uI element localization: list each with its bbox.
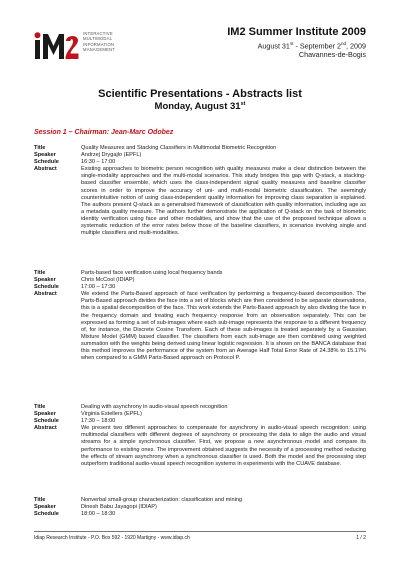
- talk-schedule: 17:00 – 17:30: [81, 284, 116, 291]
- talk-abstract-row: [34, 166, 366, 237]
- talk-schedule-row: [34, 511, 366, 518]
- talk-abstract-row: [34, 425, 366, 468]
- page-subtitle-text: Monday, August 31: [154, 101, 241, 113]
- talk-speaker: Andrzej Drygajlo (EPFL): [81, 152, 142, 159]
- talk-title-row: [34, 145, 366, 152]
- talk-schedule-row: [34, 284, 366, 291]
- talk-abstract: We extend the Parts-Based approach of face verification by performing a frequency-based decomposition. The Parts-Based approach divides the face into a set of blocks which are then considered to be separate observations, this is a spatial decomposition of the face. This work extends the Parts-Based approach by also dividing the face in the frequency domain and treating each frequency response from an observation separately. This can be expressed as forming a set of sub-images where each sub-image represents the response to a different frequency of, for instance, the Discrete Cosine Transform. Each of these sub-images is treated separately by a Gaussian Mixture Model (GMM) based classifier. The classifiers from each sub-image are then combined using weighted summation with the weights being derived using linear logistic regression. It is shown on the BANCA database that this method improves the performance of the system from an Average Half Total Error Rate of 24.38% to 15.17% when compared to a GMM Parts-Based approach on Protocol P.: [81, 291, 366, 362]
- talk-title: Nonverbal small-group characterization: classification and mining: [81, 497, 243, 503]
- speaker-label: Speaker: [34, 504, 56, 511]
- talk-title: Dealing with asynchrony in audio-visual speech recognition: [81, 404, 228, 410]
- im2-logo: [34, 32, 80, 60]
- event-year: , 2009: [346, 41, 366, 51]
- talk-schedule-row: [34, 159, 366, 166]
- talk-entry: [34, 404, 366, 468]
- talk-entry: [34, 270, 366, 362]
- schedule-label: Schedule: [34, 159, 59, 166]
- page-subtitle: [0, 101, 400, 112]
- talk-title-row: [34, 404, 366, 411]
- speaker-label: Speaker: [34, 411, 56, 418]
- schedule-label: Schedule: [34, 511, 59, 518]
- page-subtitle-sup: st: [240, 101, 246, 107]
- schedule-label: Schedule: [34, 418, 59, 425]
- talk-schedule-row: [34, 418, 366, 425]
- event-info: [227, 26, 366, 59]
- talk-title-row: [34, 497, 366, 504]
- talk-speaker: Dinesh Babu Jayagopi (IDIAP): [81, 504, 157, 511]
- logo-line: MULTIMODAL: [83, 36, 113, 42]
- talk-speaker-row: [34, 152, 366, 159]
- talk-speaker: Chris McCool (IDIAP): [81, 277, 135, 284]
- footer-divider: [34, 531, 366, 532]
- talk-title: Quality Measures and Stacking Classifiers in Multimodal Biometric Recognition: [81, 145, 277, 151]
- page-footer: [34, 535, 366, 541]
- footer-address: Idiap Research Institute - P.O. Box 592 - 1920 Martigny - www.idiap.ch: [34, 535, 190, 541]
- abstract-label: Abstract: [34, 166, 57, 173]
- logo-2: [66, 36, 79, 59]
- event-place: Chavannes-de-Bogis: [298, 50, 366, 60]
- talk-schedule: 17:30 – 18:00: [81, 418, 116, 425]
- logo-line: MANAGEMENT: [83, 46, 116, 52]
- schedule-label: Schedule: [34, 284, 59, 291]
- talk-speaker-row: [34, 277, 366, 284]
- talk-speaker-row: [34, 411, 366, 418]
- logo-m: [43, 34, 64, 59]
- talk-title-row: [34, 270, 366, 277]
- event-date-start-sup: st: [289, 41, 294, 46]
- talk-abstract-row: [34, 291, 366, 362]
- talk-entry: [34, 497, 366, 518]
- speaker-label: Speaker: [34, 152, 56, 159]
- talk-abstract: We present two different approaches to compensate for asynchrony in audio-visual speech recognition: using multimodal classifiers with different degrees of asynchrony or processing the data to align the audio and visual streams for a simple synchronous classifier. First, we propose a new asynchronous model and compare its performance to existing ones. The improvement obtained suggests the necessity of a processing method reducing the effects of stream asynchrony when a synchronous classifier is used. Both the model and the processing step outperform traditional audio-visual speech recognition systems in experiments with the CUAVE database.: [81, 425, 366, 467]
- event-date-start: August 31: [257, 41, 290, 51]
- talk-schedule: 18:00 – 18:30: [81, 511, 116, 518]
- page-header: [0, 0, 400, 72]
- event-date-end-sup: nd: [341, 41, 347, 46]
- logo-tagline: [83, 31, 115, 52]
- title-label: Title: [34, 270, 46, 276]
- abstract-label: Abstract: [34, 425, 57, 432]
- page-title: Scientific Presentations - Abstracts list: [98, 88, 302, 100]
- talk-entry: [34, 145, 366, 237]
- event-date-sep: - September 2: [293, 41, 341, 51]
- title-label: Title: [34, 145, 46, 151]
- logo-dot: [35, 32, 41, 38]
- title-label: Title: [34, 497, 46, 503]
- talk-speaker-row: [34, 504, 366, 511]
- speaker-label: Speaker: [34, 277, 56, 284]
- talk-schedule: 16:30 – 17:00: [81, 159, 116, 166]
- talk-title: Parts-based face verification using local frequency bands: [81, 270, 223, 276]
- talk-abstract: Existing approaches to biometric person recognition with quality measures make a clear distinction between the single-modality approaches and the multi-modal scenarios. This study bridges this gap with Q-stack, a stacking-based classifier ensemble, which uses the class-independent signal quality measures and baseline classifier scores in order to improve the accuracy of uni- and multi-modal biometric classification. The seemingly counterintuitive notion of using class-independent quality information for improving class separation is explained. The authors present Q-stack as a generalised framework of classification with quality information, including age as a metadata quality measure. The authors further demonstrate the application of Q-stack on the task of biometric identity verification using face and other modalities, and show that the use of the proposed technique allows a systematic reduction of the error rates below those of the baseline classifiers, in scenarios involving single and multiple classifiers and multi-modalities.: [81, 166, 366, 237]
- abstract-label: Abstract: [34, 291, 57, 298]
- logo-line: INTERACTIVE: [83, 31, 113, 36]
- event-title: IM2 Summer Institute 2009: [227, 26, 366, 38]
- title-label: Title: [34, 404, 46, 410]
- talk-speaker: Virginia Estellers (EPFL): [81, 411, 142, 418]
- logo-line: INFORMATION: [83, 41, 115, 47]
- page-number: 1 / 2: [356, 535, 366, 541]
- event-dates: [227, 39, 366, 50]
- logo-i-stem: [35, 40, 40, 59]
- session-heading: Session 1 – Chairman: Jean-Marc Odobez: [34, 129, 174, 136]
